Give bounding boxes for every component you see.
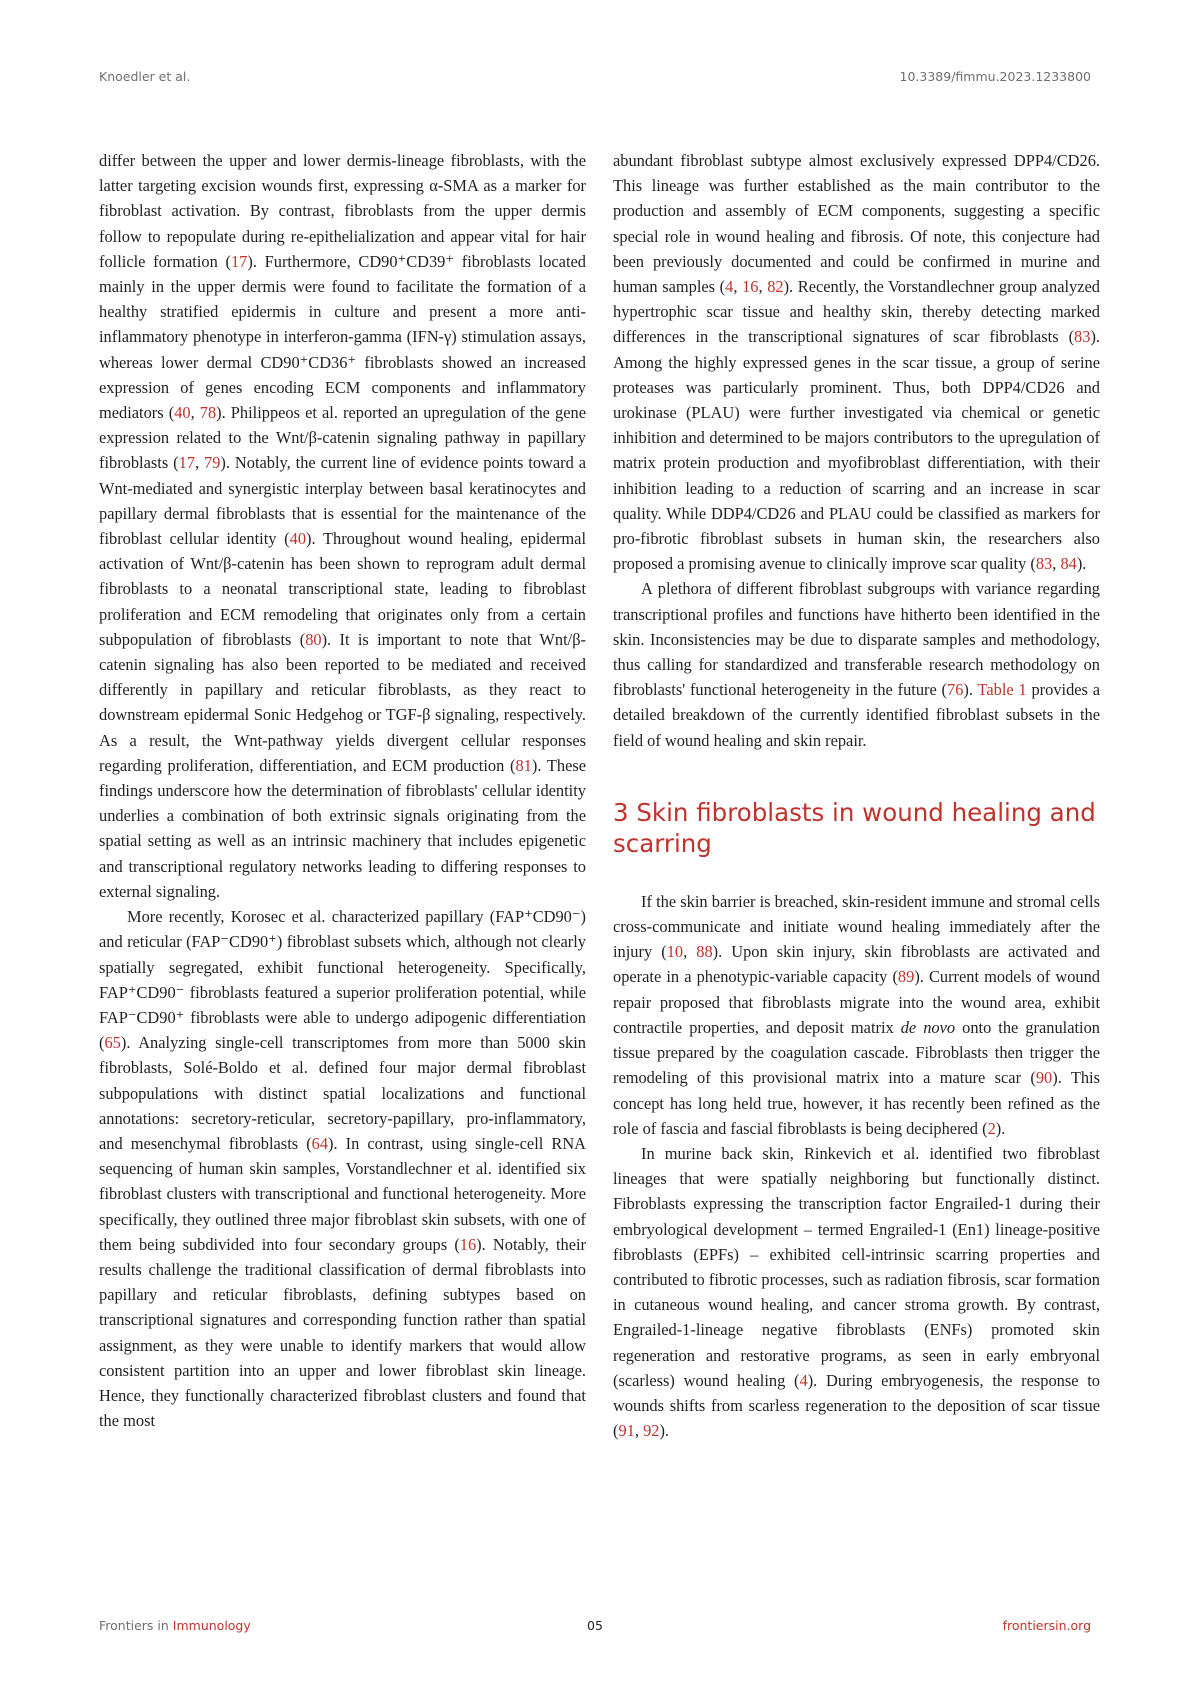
- citation-link[interactable]: 4: [725, 277, 734, 297]
- citation-link[interactable]: 82: [767, 277, 784, 297]
- citation-link[interactable]: 2: [987, 1118, 996, 1138]
- right-paragraph-4: In murine back skin, Rinkevich et al. identified two fibroblast lineages that were spatially neighboring but functionally distinct. Fibroblasts expressing the transcription factor Engrailed-1 during their embryological development – termed Engrailed-1 (En1) lineage-positive fibroblasts (EPFs) – exhibited cell-intrinsic scarring properties and contributed to fibrotic processes, such as radiation fibrosis, scar formation in cutaneous wound healing, and cancer stroma growth. By contrast, Engrailed-1-lineage negative fibroblasts (ENFs) promoted skin regeneration and restorative programs, as seen in early embryonal (scarless) wound healing (4). During embryogenesis, the response to wounds shifts from scarless regeneration to the deposition of scar tissue (91, 92).: [613, 1143, 1100, 1441]
- italic-term: de novo: [900, 1017, 956, 1037]
- footer-journal-prefix: Frontiers in: [99, 1618, 173, 1633]
- section-heading: 3 Skin fibroblasts in wound healing and scarring: [613, 797, 1096, 858]
- citation-link[interactable]: Table 1: [977, 680, 1027, 700]
- footer-journal-name: Immunology: [172, 1618, 251, 1633]
- citation-link[interactable]: 80: [305, 629, 322, 649]
- citation-link[interactable]: 40: [289, 529, 307, 549]
- citation-link[interactable]: 84: [1060, 554, 1077, 574]
- citation-link[interactable]: 64: [311, 1133, 329, 1153]
- citation-link[interactable]: 76: [947, 680, 964, 700]
- right-paragraph-1: abundant fibroblast subtype almost exclusively expressed DPP4/CD26. This lineage was further established as the main contributor to the production and assembly of ECM components, suggesting a specific special role in wound healing and fibrosis. Of note, this conjecture had been previously documented and could be confirmed in murine and human samples (4, 16, 82). Recently, the Vorstandlechner group analyzed hypertrophic scar tissue and healthy skin, thereby detecting marked differences in the transcriptional signatures of scar fibroblasts (83). Among the highly expressed genes in the scar tissue, a group of serine proteases was particularly prominent. Thus, both DPP4/CD26 and urokinase (PLAU) were further investigated via chemical or genetic inhibition and determined to be majors contributors to the upregulation of matrix protein production and myofibroblast differentiation, with their inhibition leading to a reduction of scarring and an increase in scar quality. While DDP4/CD26 and PLAU could be classified as markers for pro-fibrotic fibroblast subsets in human skin, the researchers also proposed a promising avenue to clinically improve scar quality (83, 84).: [613, 151, 1100, 574]
- citation-link[interactable]: 79: [204, 453, 221, 473]
- citation-link[interactable]: 65: [104, 1033, 121, 1053]
- citation-link[interactable]: 17: [178, 453, 195, 473]
- right-column: [613, 148, 1100, 1443]
- left-column: [99, 148, 586, 1433]
- citation-link[interactable]: 16: [742, 277, 759, 297]
- citation-link[interactable]: 92: [643, 1421, 660, 1441]
- left-paragraph-2: More recently, Korosec et al. characterized papillary (FAP⁺CD90⁻) and reticular (FAP⁻CD90⁺) fibroblast subsets which, although not clearly spatially segregated, exhibit functional heterogeneity. Specifically, FAP⁺CD90⁻ fibroblasts featured a superior proliferation potential, while FAP⁻CD90⁺ fibroblasts were able to undergo adipogenic differentiation (65). Analyzing single-cell transcriptomes from more than 5000 skin fibroblasts, Solé-Boldo et al. defined four major dermal fibroblast subpopulations with distinct spatial localizations and functional annotations: secretory-reticular, secretory-papillary, pro-inflammatory, and mesenchymal fibroblasts (64). In contrast, using single-cell RNA sequencing of human skin samples, Vorstandlechner et al. identified six fibroblast clusters with transcriptional and functional heterogeneity. More specifically, they outlined three major fibroblast skin subsets, with one of them being subdivided into four secondary groups (16). Notably, their results challenge the traditional classification of dermal fibroblasts into papillary and reticular fibroblasts, defining subtypes based on transcriptional signatures and corresponding function rather than spatial assignment, as they were unable to identify markers that would allow consistent partition into an upper and lower fibroblast skin lineage. Hence, they functionally characterized fibroblast clusters and found that the most: [99, 907, 586, 1431]
- citation-link[interactable]: 78: [199, 403, 217, 423]
- right-paragraph-2: A plethora of different fibroblast subgroups with variance regarding transcriptional profiles and functions have hitherto been identified in the skin. Inconsistencies may be due to disparate samples and methodology, thus calling for standardized and transferable research methodology on fibroblasts' functional heterogeneity in the future (76). Table 1 provides a detailed breakdown of the currently identified fibroblast subsets in the field of wound healing and skin repair.: [613, 579, 1100, 750]
- running-header-doi: 10.3389/fimmu.2023.1233800: [899, 69, 1091, 84]
- citation-link[interactable]: 83: [1035, 554, 1053, 574]
- citation-link[interactable]: 4: [799, 1370, 808, 1390]
- left-paragraph-1: differ between the upper and lower dermis-lineage fibroblasts, with the latter targeting excision wounds first, expressing α-SMA as a marker for fibroblast activation. By contrast, fibroblasts from the upper dermis follow to repopulate during re-epithelialization and appear vital for hair follicle formation (17). Furthermore, CD90⁺CD39⁺ fibroblasts located mainly in the upper dermis were found to facilitate the formation of a healthy stratified epidermis in culture and present a more anti-inflammatory phenotype in interferon-gamma (IFN-γ) stimulation assays, whereas lower dermal CD90⁺CD36⁺ fibroblasts showed an increased expression of genes encoding ECM components and inflammatory mediators (40, 78). Philippeos et al. reported an upregulation of the gene expression related to the Wnt/β-catenin signaling pathway in papillary fibroblasts (17, 79). Notably, the current line of evidence points toward a Wnt-mediated and synergistic interplay between basal keratinocytes and papillary dermal fibroblasts that is essential for the maintenance of the fibroblast cellular identity (40). Throughout wound healing, epidermal activation of Wnt/β-catenin has been shown to reprogram adult dermal fibroblasts to a neonatal transcriptional state, leading to fibroblast proliferation and ECM remodeling that originates only from a certain subpopulation of fibroblasts (80). It is important to note that Wnt/β-catenin signaling has also been reported to be mediated and received differently in papillary and reticular fibroblasts, as they react to downstream epidermal Sonic Hedgehog or TGF-β signaling, respectively. As a result, the Wnt-pathway yields divergent cellular responses regarding proliferation, differentiation, and ECM production (81). These findings underscore how the determination of fibroblasts' cellular identity underlies a combination of both extrinsic signals originating from the spatial setting as well as an intrinsic machinery that includes epigenetic and transcriptional regulatory networks leading to differing responses to external signaling.: [99, 151, 586, 901]
- citation-link[interactable]: 10: [666, 942, 684, 962]
- footer-site-link[interactable]: frontiersin.org: [1002, 1618, 1091, 1633]
- page-number: 05: [587, 1618, 603, 1633]
- citation-link[interactable]: 83: [1074, 327, 1091, 347]
- citation-link[interactable]: 16: [459, 1234, 477, 1254]
- citation-link[interactable]: 88: [696, 942, 713, 962]
- citation-link[interactable]: 17: [230, 251, 248, 271]
- right-paragraph-3: If the skin barrier is breached, skin-resident immune and stromal cells cross-communicate and initiate wound healing immediately after the injury (10, 88). Upon skin injury, skin fibroblasts are activated and operate in a phenotypic-variable capacity (89). Current models of wound repair proposed that fibroblasts migrate into the wound area, exhibit contractile properties, and deposit matrix de novo onto the granulation tissue prepared by the coagulation cascade. Fibroblasts then trigger the remodeling of this provisional matrix into a mature scar (90). This concept has long held true, however, it has recently been refined as the role of fascia and fascial fibroblasts is being deciphered (2).: [613, 891, 1100, 1138]
- running-header-authors: Knoedler et al.: [99, 69, 191, 84]
- citation-link[interactable]: 91: [618, 1421, 635, 1441]
- citation-link[interactable]: 90: [1035, 1068, 1053, 1088]
- citation-link[interactable]: 40: [174, 403, 191, 423]
- citation-link[interactable]: 89: [897, 967, 915, 987]
- citation-link[interactable]: 81: [515, 755, 532, 775]
